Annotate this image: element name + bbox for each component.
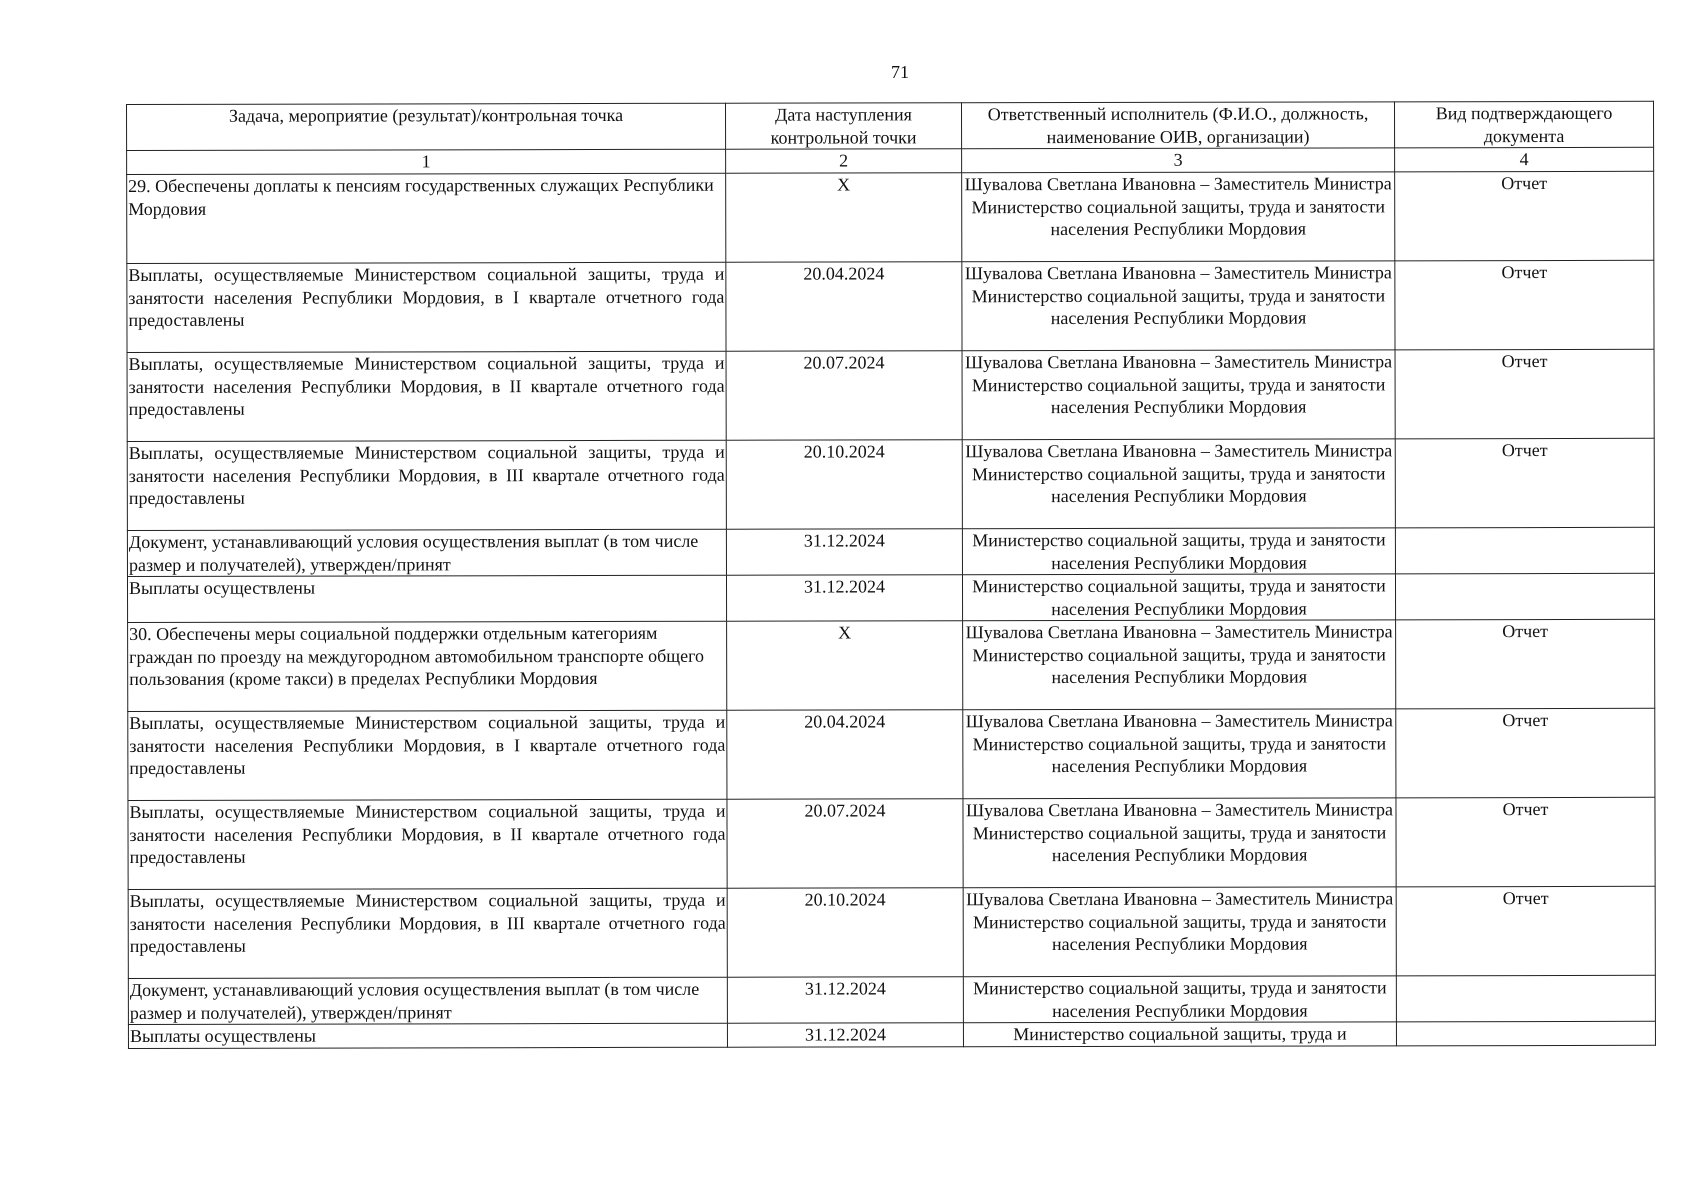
executor-cell [963,798,1396,888]
date-cell: 31.12.2024 [726,529,962,575]
table-header-row [127,101,1654,150]
table-row [127,573,1654,622]
executor-organization: Министерство социальной защиты, труда и занятости населения Республики Мордовия [972,462,1386,507]
date-cell: 20.07.2024 [726,351,962,440]
table-row [127,349,1654,441]
task-cell: 30. Обеспечены меры социальной поддержки отдельным категориям граждан по проезду на междугородном автомобильном транспорте общего пользования (кроме такси) в пределах Республики Мордовия [128,621,727,711]
table-row [128,1021,1655,1048]
executor-person: Шувалова Светлана Ивановна – Заместитель Министра [964,351,1393,373]
table-row [127,438,1654,530]
executor-organization: Министерство социальной защиты, труда и занятости населения Республики Мордовия [972,732,1387,777]
header-date: Дата наступления контрольной точки [725,103,961,149]
executor-organization: Министерство социальной защиты, труда и занятости населения Республики Мордовия [971,373,1386,418]
document-cell [1395,573,1654,620]
document-cell [1396,1021,1655,1045]
column-number-row [127,147,1654,174]
document-cell: Отчет [1395,260,1654,350]
date-cell: 31.12.2024 [726,575,962,621]
table-row [128,886,1655,978]
executor-person: Шувалова Светлана Ивановна – Заместитель Министра [965,799,1394,821]
table-row [127,260,1654,352]
document-cell: Отчет [1396,708,1655,798]
table-row [127,527,1654,576]
executor-organization: Министерство социальной защиты, труда и занятости населения Республики Мордовия [971,195,1385,240]
task-cell: Документ, устанавливающий условия осуществления выплат (в том числе размер и получателей), утвержден/принят [127,529,726,576]
executor-person: Шувалова Светлана Ивановна – Заместитель Министра [966,888,1394,910]
task-cell: Выплаты осуществлены [127,575,726,622]
column-number: 4 [1395,147,1654,172]
document-cell: Отчет [1396,619,1655,709]
executor-organization: Министерство социальной защиты, труда и занятости населения Республики Мордовия [972,575,1386,619]
executor-organization: Министерство социальной защиты, труда и занятости населения Республики Мордовия [973,977,1387,1021]
header-document: Вид подтверждающего документа [1394,101,1653,148]
table-row [128,975,1655,1024]
task-cell: Документ, устанавливающий условия осуществления выплат (в том числе размер и получателей), утвержден/принят [128,977,727,1024]
executor-person: Шувалова Светлана Ивановна – Заместитель Министра [964,173,1392,195]
date-cell: 20.10.2024 [726,440,962,529]
executor-cell [963,620,1396,710]
executor-cell [962,439,1395,529]
date-cell: 20.10.2024 [727,888,963,977]
date-cell: X [727,621,963,710]
executor-cell [962,261,1395,351]
date-cell: 20.07.2024 [727,799,963,888]
table-row [127,171,1654,263]
document-cell: Отчет [1396,797,1655,887]
date-cell: X [726,173,962,262]
executor-cell [962,172,1395,262]
table-row [128,619,1655,711]
control-points-table [126,101,1656,1049]
date-cell: 31.12.2024 [727,977,963,1023]
task-cell: Выплаты, осуществляемые Министерством социальной защиты, труда и занятости населения Республики Мордовия, в I квартале отчетного года предоставлены [128,710,727,800]
executor-cell [963,887,1396,977]
executor-organization: Министерство социальной защиты, труда и занятости населения Республики Мордовия [971,284,1386,329]
task-cell: Выплаты, осуществляемые Министерством социальной защиты, труда и занятости населения Республики Мордовия, в III квартале отчетного года предоставлены [127,440,726,530]
task-cell: 29. Обеспечены доплаты к пенсиям государственных служащих Республики Мордовия [127,173,726,263]
task-cell: Выплаты, осуществляемые Министерством социальной защиты, труда и занятости населения Республики Мордовия, в II квартале отчетного года предоставлены [128,799,727,889]
task-cell: Выплаты осуществлены [128,1023,727,1048]
task-cell: Выплаты, осуществляемые Министерством социальной защиты, труда и занятости населения Республики Мордовия, в II квартале отчетного года предоставлены [127,351,726,441]
task-cell: Выплаты, осуществляемые Министерством социальной защиты, труда и занятости населения Республики Мордовия, в III квартале отчетного года предоставлены [128,888,727,978]
task-cell: Выплаты, осуществляемые Министерством социальной защиты, труда и занятости населения Республики Мордовия, в I квартале отчетного года предоставлены [127,262,726,352]
executor-cell [963,1022,1396,1046]
executor-cell [963,709,1396,799]
date-cell: 20.04.2024 [727,710,963,799]
table-row [128,708,1655,800]
header-executor: Ответственный исполнитель (Ф.И.О., должность, наименование ОИВ, организации) [961,102,1394,149]
document-cell: Отчет [1395,349,1654,439]
executor-cell [963,976,1396,1023]
column-number: 2 [726,149,962,173]
document-cell: Отчет [1395,438,1654,528]
page-number: 71 [891,62,909,82]
executor-person: Шувалова Светлана Ивановна – Заместитель Министра [964,262,1392,284]
header-task: Задача, мероприятие (результат)/контрольная точка [127,103,726,150]
executor-organization: Министерство социальной защиты, труда и [1013,1023,1347,1045]
executor-person: Шувалова Светлана Ивановна – Заместитель Министра [965,440,1393,462]
executor-organization: Министерство социальной защиты, труда и занятости населения Республики Мордовия [972,529,1386,573]
column-number: 3 [962,148,1395,173]
executor-cell [962,574,1395,621]
column-number: 1 [127,149,726,174]
executor-person: Шувалова Светлана Ивановна – Заместитель Министра [965,710,1393,732]
document-cell [1396,975,1655,1022]
document-cell: Отчет [1395,171,1654,261]
executor-cell [962,528,1395,575]
executor-organization: Министерство социальной защиты, труда и занятости населения Республики Мордовия [972,643,1386,688]
document-cell [1395,527,1654,574]
executor-cell [962,350,1395,440]
document-cell: Отчет [1396,886,1655,976]
executor-person: Шувалова Светлана Ивановна – Заместитель Министра [965,621,1393,643]
executor-organization: Министерство социальной защиты, труда и занятости населения Республики Мордовия [972,910,1387,955]
date-cell: 31.12.2024 [727,1023,963,1047]
date-cell: 20.04.2024 [726,262,962,351]
executor-organization: Министерство социальной защиты, труда и занятости населения Республики Мордовия [972,821,1387,866]
table-row [128,797,1655,889]
